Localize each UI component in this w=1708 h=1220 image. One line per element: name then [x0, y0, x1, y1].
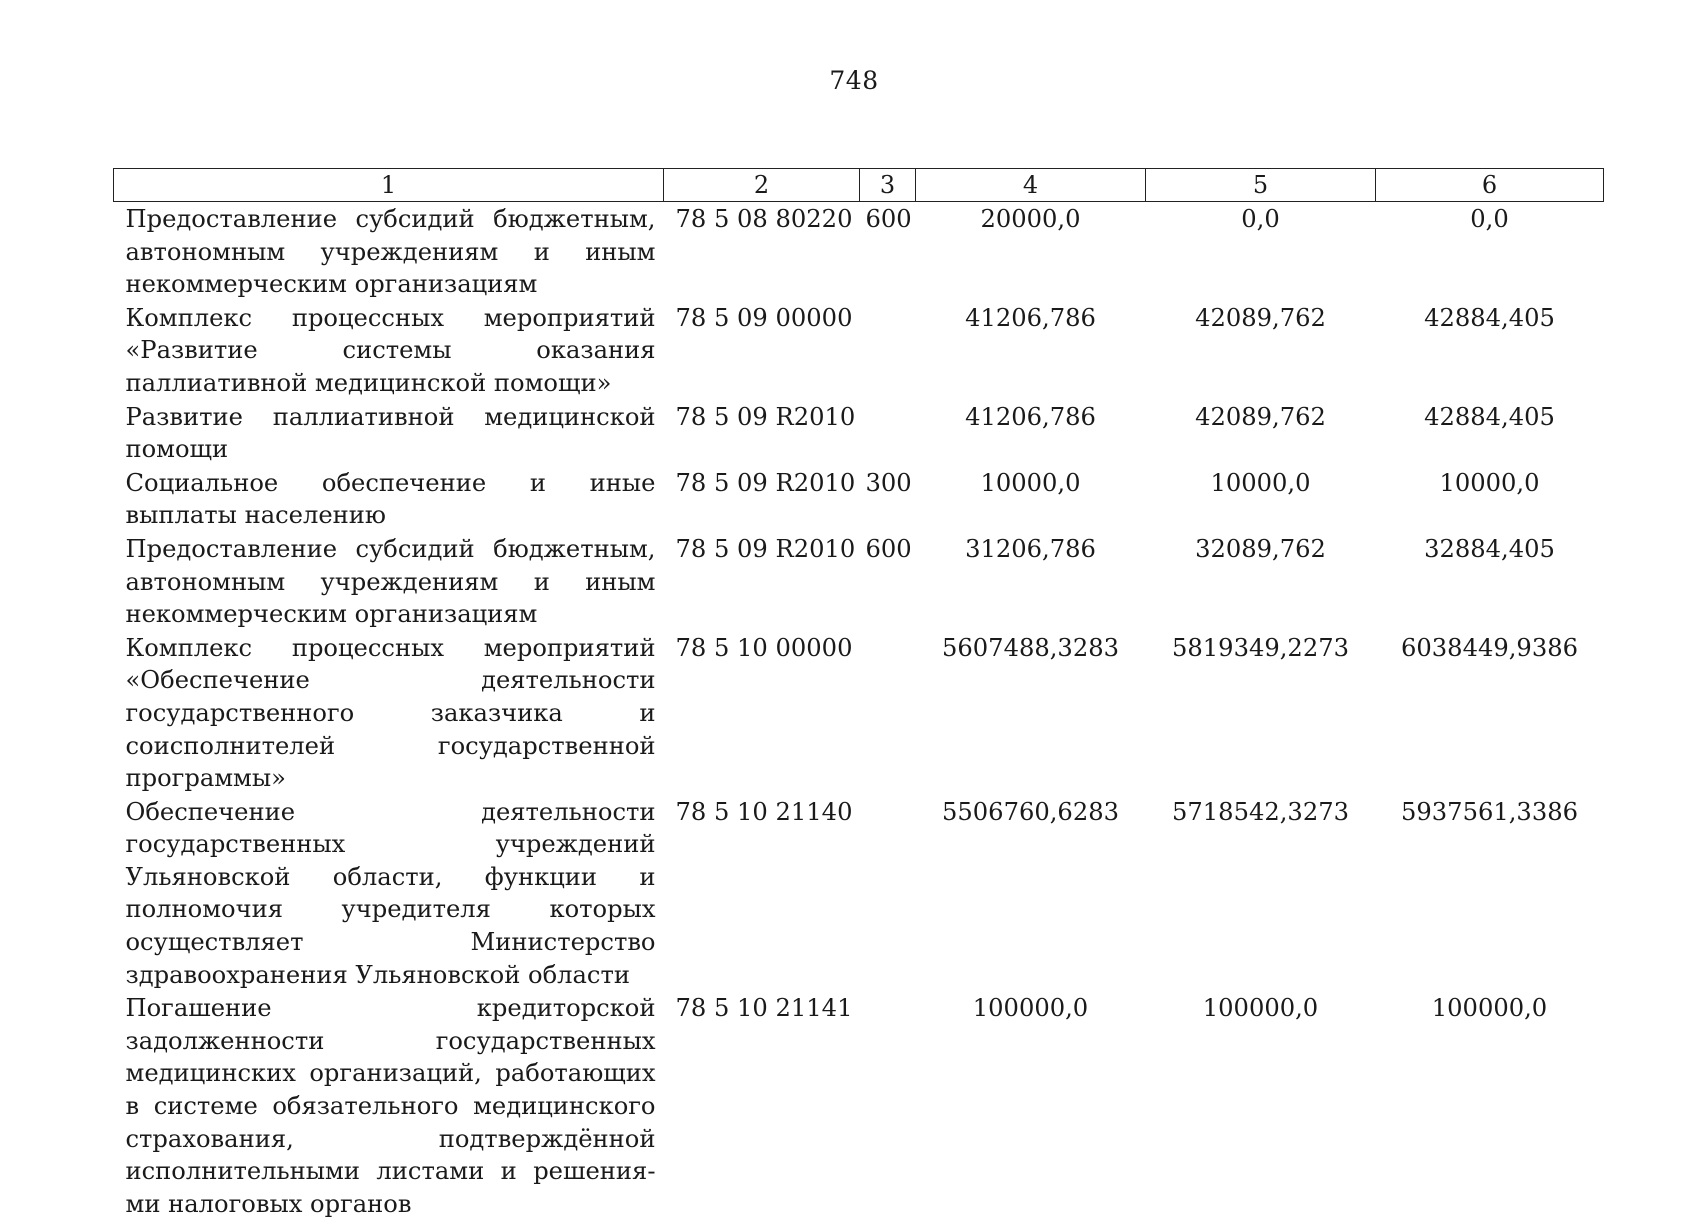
table-row — [114, 400, 1604, 466]
row-value-6: 5937561,3386 — [1376, 795, 1604, 992]
row-value-5: 10000,0 — [1146, 466, 1376, 532]
row-value-6: 42884,405 — [1376, 301, 1604, 400]
row-value-5: 5819349,2273 — [1146, 631, 1376, 795]
row-value-5: 5718542,3273 — [1146, 795, 1376, 992]
header-col-2: 2 — [664, 169, 860, 202]
row-value-6: 42884,405 — [1376, 400, 1604, 466]
row-value-6: 6038449,9386 — [1376, 631, 1604, 795]
table-row — [114, 631, 1604, 795]
row-kind — [860, 400, 916, 466]
header-col-1: 1 — [114, 169, 664, 202]
row-code: 78 5 08 80220 — [664, 202, 860, 301]
row-name: Предоставление субсидий бюджетным, автономным учреждениям и иным некоммерческим организациям — [114, 202, 664, 301]
row-value-6: 100000,0 — [1376, 991, 1604, 1220]
table-header — [114, 169, 1604, 202]
page-number: 748 — [0, 66, 1708, 95]
row-code: 78 5 09 00000 — [664, 301, 860, 400]
table-row — [114, 202, 1604, 301]
header-row — [114, 169, 1604, 202]
row-code: 78 5 09 R2010 — [664, 400, 860, 466]
table-row — [114, 466, 1604, 532]
row-kind: 300 — [860, 466, 916, 532]
row-value-4: 5506760,6283 — [916, 795, 1146, 992]
table-row — [114, 532, 1604, 631]
row-value-4: 31206,786 — [916, 532, 1146, 631]
row-code: 78 5 10 00000 — [664, 631, 860, 795]
table-row — [114, 991, 1604, 1220]
table-row — [114, 795, 1604, 992]
row-kind — [860, 301, 916, 400]
row-value-6: 10000,0 — [1376, 466, 1604, 532]
budget-table — [113, 168, 1604, 1220]
row-name: Обеспечение деятельности государственных учреждений Ульяновской области, функции и полномочия учредителя которых осуществляет Министерство здравоохранения Ульяновской области — [114, 795, 664, 992]
row-code: 78 5 10 21140 — [664, 795, 860, 992]
row-value-6: 0,0 — [1376, 202, 1604, 301]
row-name: Комплекс процессных мероприятий «Развитие системы оказания паллиативной медицинской помощи» — [114, 301, 664, 400]
row-value-4: 5607488,3283 — [916, 631, 1146, 795]
row-value-5: 42089,762 — [1146, 400, 1376, 466]
table-row — [114, 301, 1604, 400]
row-value-4: 41206,786 — [916, 301, 1146, 400]
row-name: Социальное обеспечение и иные выплаты населению — [114, 466, 664, 532]
header-col-4: 4 — [916, 169, 1146, 202]
row-kind — [860, 991, 916, 1220]
row-value-5: 32089,762 — [1146, 532, 1376, 631]
row-name: Предоставление субсидий бюджетным, автономным учреждениям и иным некоммерческим организациям — [114, 532, 664, 631]
row-kind: 600 — [860, 532, 916, 631]
row-name: Развитие паллиативной медицинской помощи — [114, 400, 664, 466]
header-col-6: 6 — [1376, 169, 1604, 202]
row-value-5: 100000,0 — [1146, 991, 1376, 1220]
row-name: Комплекс процессных мероприятий «Обеспечение деятельности государственного заказчика и соисполнителей государственной программы» — [114, 631, 664, 795]
row-name: Погашение кредиторской задолженности государственных медицинских организаций, работающих в системе обязательного медицинского страхования, подтверждённой исполнительными листами и решениями налоговых органов — [114, 991, 664, 1220]
row-kind — [860, 631, 916, 795]
row-value-6: 32884,405 — [1376, 532, 1604, 631]
row-kind — [860, 795, 916, 992]
header-col-5: 5 — [1146, 169, 1376, 202]
row-value-4: 20000,0 — [916, 202, 1146, 301]
row-code: 78 5 10 21141 — [664, 991, 860, 1220]
row-value-4: 100000,0 — [916, 991, 1146, 1220]
row-code: 78 5 09 R2010 — [664, 532, 860, 631]
header-col-3: 3 — [860, 169, 916, 202]
row-code: 78 5 09 R2010 — [664, 466, 860, 532]
row-value-4: 41206,786 — [916, 400, 1146, 466]
row-value-5: 42089,762 — [1146, 301, 1376, 400]
row-kind: 600 — [860, 202, 916, 301]
row-value-4: 10000,0 — [916, 466, 1146, 532]
row-value-5: 0,0 — [1146, 202, 1376, 301]
table-body — [114, 202, 1604, 1220]
